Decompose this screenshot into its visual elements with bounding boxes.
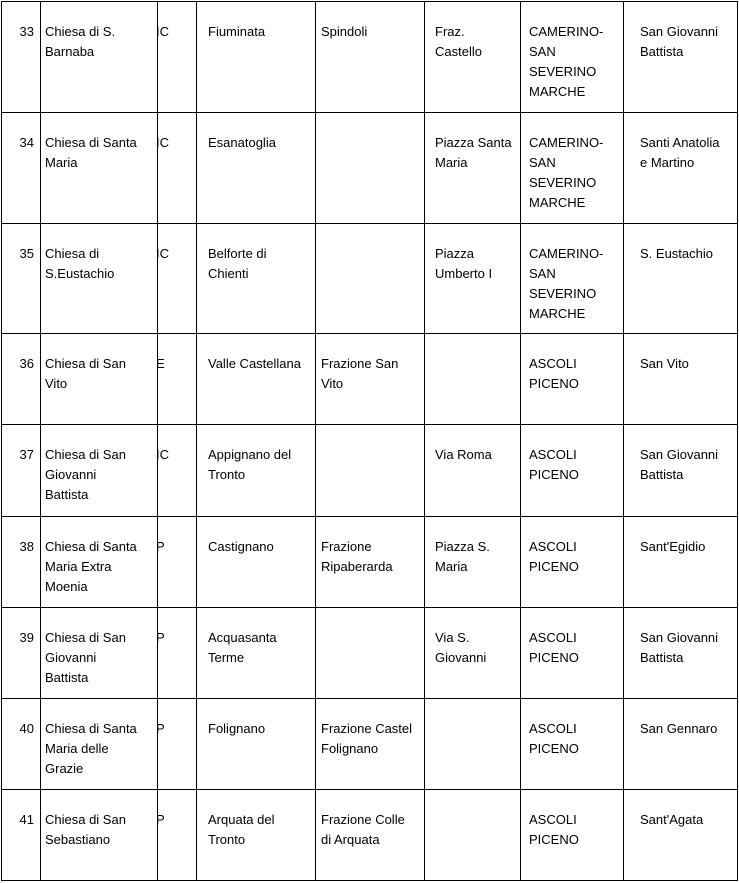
church-name-cell: Chiesa di San Giovanni Battista (41, 425, 158, 517)
church-name-cell: Chiesa di Santa Maria delle Grazie (41, 699, 158, 790)
comune-cell: Acquasanta Terme (197, 608, 316, 699)
diocese-cell: ASCOLI PICENO (521, 334, 624, 425)
table-row (2, 113, 738, 224)
diocese-cell: ASCOLI PICENO (521, 699, 624, 790)
table-row (2, 425, 738, 517)
church-name-cell: Chiesa di S. Barnaba (41, 2, 158, 113)
address-cell (425, 790, 521, 881)
dedication-cell: San Vito (624, 334, 738, 425)
frazione-cell: Spindoli (316, 2, 425, 113)
table-row (2, 2, 738, 113)
address-cell: Fraz. Castello (425, 2, 521, 113)
churches-table (1, 1, 738, 881)
type-code-cell (158, 699, 197, 790)
dedication-cell: Sant'Egidio (624, 517, 738, 608)
dedication-cell: San Giovanni Battista (624, 425, 738, 517)
diocese-cell: ASCOLI PICENO (521, 517, 624, 608)
frazione-cell: Frazione San Vito (316, 334, 425, 425)
frazione-cell (316, 425, 425, 517)
dedication-cell: San Gennaro (624, 699, 738, 790)
type-code-text: IC (156, 246, 169, 261)
church-name-cell: Chiesa di S.Eustachio (41, 224, 158, 334)
frazione-cell: Frazione Ripaberarda (316, 517, 425, 608)
dedication-cell: San Giovanni Battista (624, 608, 738, 699)
comune-cell: Belforte di Chienti (197, 224, 316, 334)
dedication-cell: S. Eustachio (624, 224, 738, 334)
row-number-cell: 41 (2, 790, 41, 881)
address-cell: Piazza Umberto I (425, 224, 521, 334)
diocese-cell: ASCOLI PICENO (521, 608, 624, 699)
comune-cell: Fiuminata (197, 2, 316, 113)
type-code-cell (158, 517, 197, 608)
type-code-cell (158, 113, 197, 224)
frazione-cell: Frazione Colle di Arquata (316, 790, 425, 881)
comune-cell: Castignano (197, 517, 316, 608)
type-code-cell (158, 334, 197, 425)
comune-cell: Valle Castellana (197, 334, 316, 425)
table-row (2, 334, 738, 425)
table-row (2, 790, 738, 881)
address-cell: Piazza S. Maria (425, 517, 521, 608)
diocese-cell: CAMERINO- SAN SEVERINO MARCHE (521, 113, 624, 224)
diocese-cell: ASCOLI PICENO (521, 790, 624, 881)
church-name-cell: Chiesa di San Vito (41, 334, 158, 425)
diocese-cell: CAMERINO- SAN SEVERINO MARCHE (521, 224, 624, 334)
address-cell (425, 334, 521, 425)
church-name-cell: Chiesa di San Sebastiano (41, 790, 158, 881)
type-code-text: IC (156, 24, 169, 39)
type-code-text: P (156, 721, 165, 736)
diocese-cell: CAMERINO- SAN SEVERINO MARCHE (521, 2, 624, 113)
address-cell: Piazza Santa Maria (425, 113, 521, 224)
type-code-cell (158, 2, 197, 113)
type-code-text: P (156, 812, 165, 827)
type-code-text: IC (156, 135, 169, 150)
church-name-cell: Chiesa di San Giovanni Battista (41, 608, 158, 699)
table-row (2, 517, 738, 608)
address-cell: Via S. Giovanni (425, 608, 521, 699)
type-code-cell (158, 425, 197, 517)
type-code-cell (158, 790, 197, 881)
type-code-cell (158, 224, 197, 334)
type-code-text: E (156, 356, 165, 371)
row-number-cell: 37 (2, 425, 41, 517)
comune-cell: Folignano (197, 699, 316, 790)
type-code-text: P (156, 539, 165, 554)
church-name-cell: Chiesa di Santa Maria (41, 113, 158, 224)
address-cell (425, 699, 521, 790)
frazione-cell (316, 224, 425, 334)
table-row (2, 224, 738, 334)
row-number-cell: 40 (2, 699, 41, 790)
row-number-cell: 34 (2, 113, 41, 224)
comune-cell: Arquata del Tronto (197, 790, 316, 881)
table-row (2, 608, 738, 699)
dedication-cell: Santi Anatolia e Martino (624, 113, 738, 224)
row-number-cell: 39 (2, 608, 41, 699)
type-code-cell (158, 608, 197, 699)
diocese-cell: ASCOLI PICENO (521, 425, 624, 517)
frazione-cell (316, 113, 425, 224)
table-row (2, 699, 738, 790)
dedication-cell: San Giovanni Battista (624, 2, 738, 113)
row-number-cell: 36 (2, 334, 41, 425)
row-number-cell: 33 (2, 2, 41, 113)
frazione-cell (316, 608, 425, 699)
comune-cell: Esanatoglia (197, 113, 316, 224)
row-number-cell: 38 (2, 517, 41, 608)
frazione-cell: Frazione Castel Folignano (316, 699, 425, 790)
type-code-text: IC (156, 447, 169, 462)
dedication-cell: Sant'Agata (624, 790, 738, 881)
address-cell: Via Roma (425, 425, 521, 517)
row-number-cell: 35 (2, 224, 41, 334)
comune-cell: Appignano del Tronto (197, 425, 316, 517)
church-name-cell: Chiesa di Santa Maria Extra Moenia (41, 517, 158, 608)
type-code-text: P (156, 630, 165, 645)
